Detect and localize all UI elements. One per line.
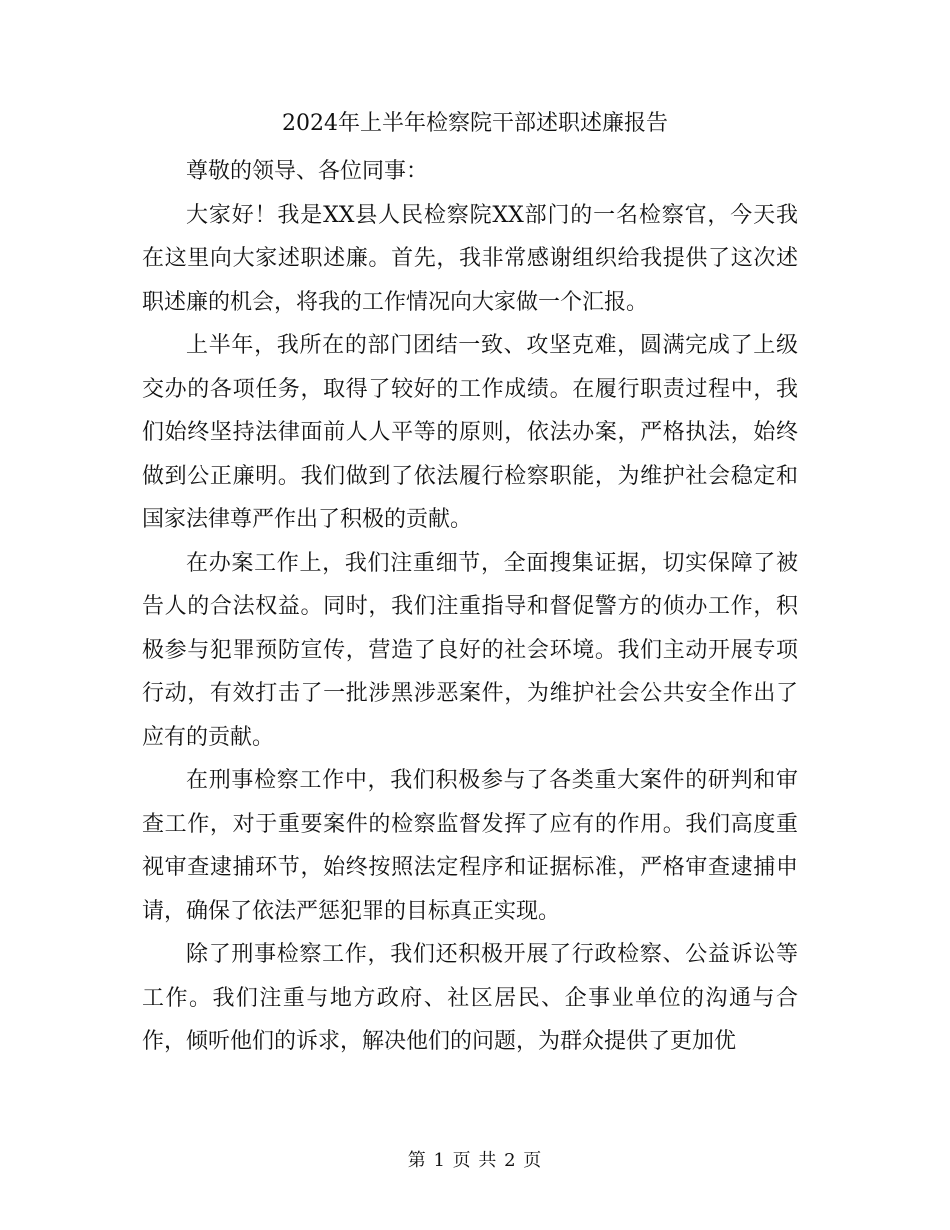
paragraph-salutation: 尊敬的领导、各位同事：	[186, 159, 429, 184]
document-title: 2024年上半年检察院干部述职述廉报告	[282, 111, 668, 136]
paragraph-criminal-procuratorial: 在刑事检察工作中，我们积极参与了各类重大案件的研判和审查工作，对于重要案件的检察监督发挥了应有的作用。我们高度重视审查逮捕环节，始终按照法定程序和证据标准，严格审查逮捕申请，确保了依法严惩犯罪的目标真正实现。	[142, 768, 798, 924]
paragraph-administrative-procuratorial: 除了刑事检察工作，我们还积极开展了行政检察、公益诉讼等工作。我们注重与地方政府、社区居民、企事业单位的沟通与合作，倾听他们的诉求，解决他们的问题，为群众提供了更加优	[142, 942, 798, 1054]
document-body	[142, 150, 798, 1064]
page-number-footer: 第 1 页 共 2 页	[407, 1150, 543, 1171]
paragraph-introduction: 大家好！我是XX县人民检察院XX部门的一名检察官，今天我在这里向大家述职述廉。首先，我非常感谢组织给我提供了这次述职述廉的机会，将我的工作情况向大家做一个汇报。	[142, 202, 798, 315]
paragraph-case-handling: 在办案工作上，我们注重细节，全面搜集证据，切实保障了被告人的合法权益。同时，我们注重指导和督促警方的侦办工作，积极参与犯罪预防宣传，营造了良好的社会环境。我们主动开展专项行动，有效打击了一批涉黑涉恶案件，为维护社会公共安全作出了应有的贡献。	[142, 550, 798, 750]
paragraph-half-year-work: 上半年，我所在的部门团结一致、攻坚克难，圆满完成了上级交办的各项任务，取得了较好的工作成绩。在履行职责过程中，我们始终坚持法律面前人人平等的原则，依法办案，严格执法，始终做到公正廉明。我们做到了依法履行检察职能，为维护社会稳定和国家法律尊严作出了积极的贡献。	[142, 333, 798, 532]
